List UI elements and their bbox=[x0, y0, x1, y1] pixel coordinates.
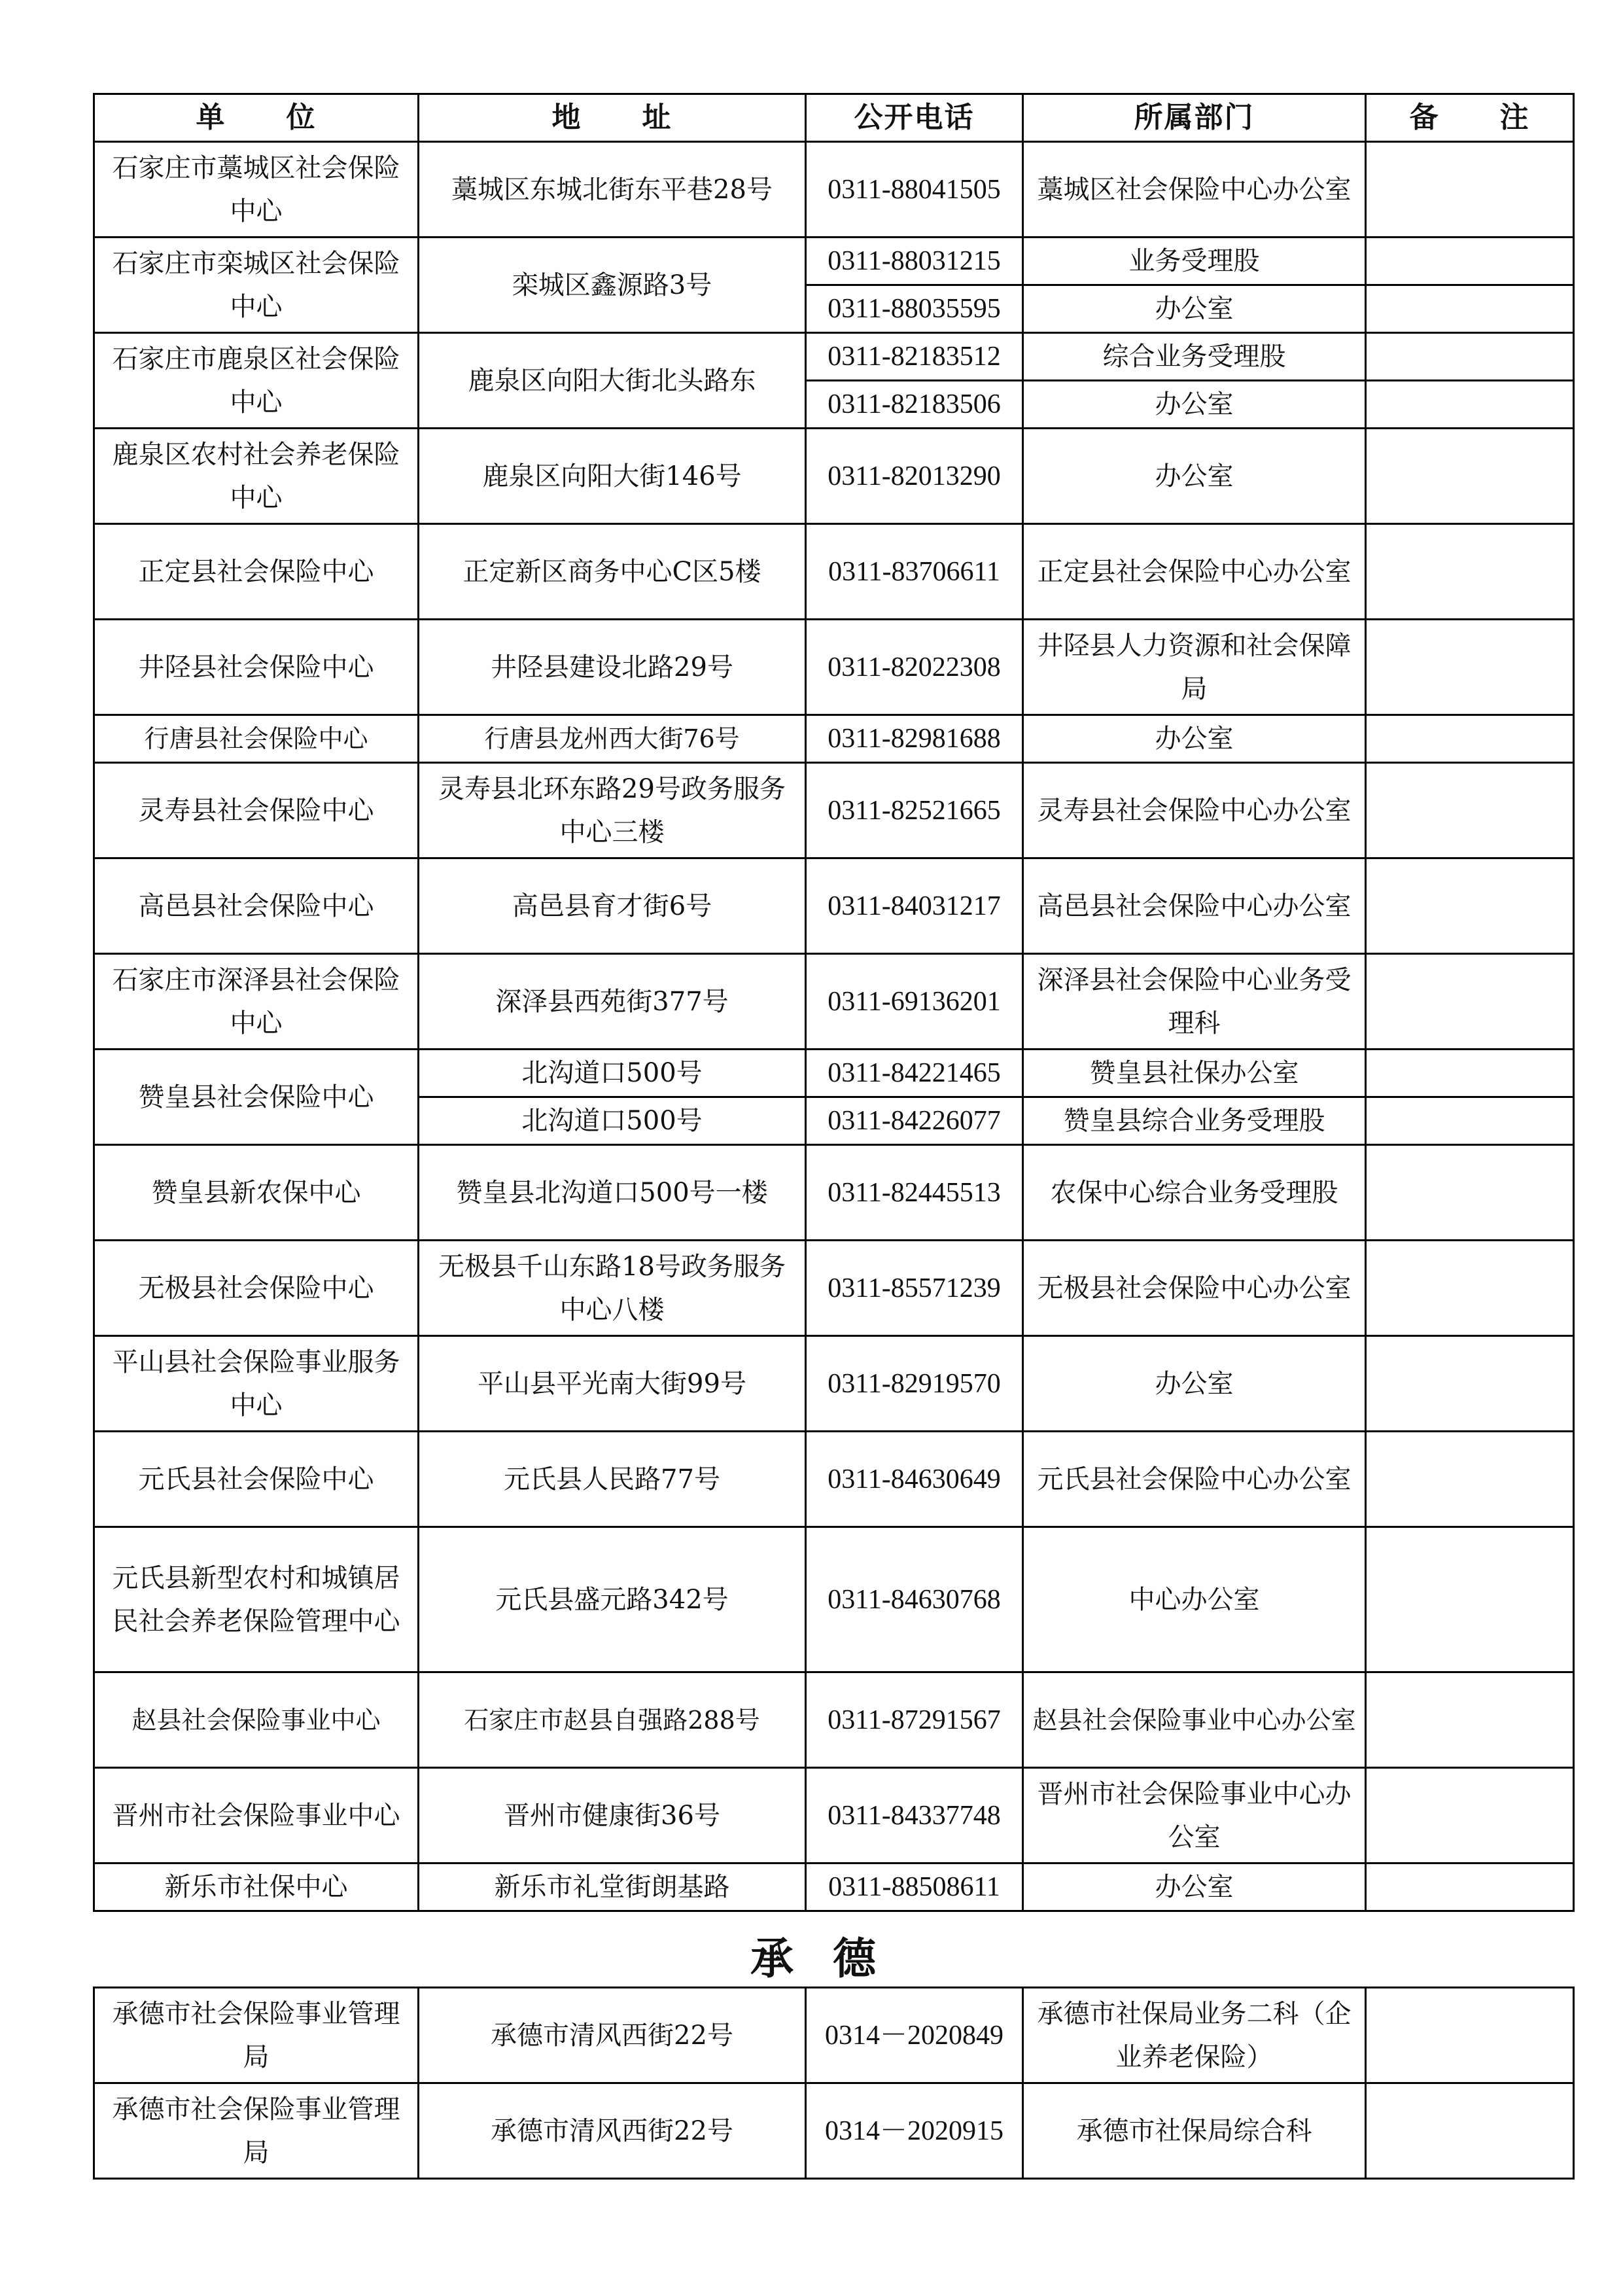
table-row bbox=[94, 429, 1574, 524]
header-note: 备 注 bbox=[1366, 94, 1574, 142]
address-cell: 元氏县人民路77号 bbox=[419, 1432, 806, 1527]
chengde-table bbox=[93, 1987, 1575, 2180]
note-cell bbox=[1366, 1988, 1574, 2083]
note-cell bbox=[1366, 858, 1574, 954]
table-row bbox=[94, 858, 1574, 954]
unit-cell: 赞皇县社会保险中心 bbox=[94, 1050, 419, 1145]
table-row bbox=[94, 715, 1574, 763]
header-dept: 所属部门 bbox=[1023, 94, 1366, 142]
phone-cell: 0311-84031217 bbox=[806, 858, 1023, 954]
address-cell: 井陉县建设北路29号 bbox=[419, 620, 806, 715]
address-cell: 栾城区鑫源路3号 bbox=[419, 238, 806, 333]
phone-cell: 0311-88041505 bbox=[806, 142, 1023, 238]
note-cell bbox=[1366, 2083, 1574, 2179]
dept-cell: 承德市社保局综合科 bbox=[1023, 2083, 1366, 2179]
table-row bbox=[94, 1863, 1574, 1911]
dept-cell: 高邑县社会保险中心办公室 bbox=[1023, 858, 1366, 954]
note-cell bbox=[1366, 1050, 1574, 1097]
unit-cell: 石家庄市深泽县社会保险中心 bbox=[94, 954, 419, 1050]
phone-cell: 0311-83706611 bbox=[806, 524, 1023, 620]
dept-cell: 办公室 bbox=[1023, 1863, 1366, 1911]
dept-cell: 办公室 bbox=[1023, 381, 1366, 429]
phone-cell: 0314－2020849 bbox=[806, 1988, 1023, 2083]
dept-cell: 综合业务受理股 bbox=[1023, 333, 1366, 381]
table-row bbox=[94, 333, 1574, 381]
unit-cell: 行唐县社会保险中心 bbox=[94, 715, 419, 763]
table-row bbox=[94, 1336, 1574, 1432]
address-cell: 元氏县盛元路342号 bbox=[419, 1527, 806, 1672]
table-row bbox=[94, 620, 1574, 715]
table-row bbox=[94, 2083, 1574, 2179]
table-row bbox=[94, 1527, 1574, 1672]
table-row bbox=[94, 524, 1574, 620]
address-cell: 石家庄市赵县自强路288号 bbox=[419, 1672, 806, 1768]
dept-cell: 深泽县社会保险中心业务受理科 bbox=[1023, 954, 1366, 1050]
unit-cell: 无极县社会保险中心 bbox=[94, 1241, 419, 1336]
note-cell bbox=[1366, 285, 1574, 333]
phone-cell: 0311-82981688 bbox=[806, 715, 1023, 763]
phone-cell: 0311-82013290 bbox=[806, 429, 1023, 524]
table-row bbox=[94, 1988, 1574, 2083]
dept-cell: 办公室 bbox=[1023, 715, 1366, 763]
phone-cell: 0311-84630649 bbox=[806, 1432, 1023, 1527]
note-cell bbox=[1366, 524, 1574, 620]
address-cell: 无极县千山东路18号政务服务中心八楼 bbox=[419, 1241, 806, 1336]
dept-cell: 元氏县社会保险中心办公室 bbox=[1023, 1432, 1366, 1527]
dept-cell: 无极县社会保险中心办公室 bbox=[1023, 1241, 1366, 1336]
phone-cell: 0311-82183506 bbox=[806, 381, 1023, 429]
table-row bbox=[94, 1050, 1574, 1097]
dept-cell: 赵县社会保险事业中心办公室 bbox=[1023, 1672, 1366, 1768]
unit-cell: 赞皇县新农保中心 bbox=[94, 1145, 419, 1241]
dept-cell: 中心办公室 bbox=[1023, 1527, 1366, 1672]
address-cell: 高邑县育才街6号 bbox=[419, 858, 806, 954]
unit-cell: 元氏县社会保险中心 bbox=[94, 1432, 419, 1527]
phone-cell: 0311-84337748 bbox=[806, 1768, 1023, 1863]
address-cell: 赞皇县北沟道口500号一楼 bbox=[419, 1145, 806, 1241]
note-cell bbox=[1366, 1145, 1574, 1241]
address-cell: 藁城区东城北街东平巷28号 bbox=[419, 142, 806, 238]
dept-cell: 井陉县人力资源和社会保障局 bbox=[1023, 620, 1366, 715]
phone-cell: 0311-82022308 bbox=[806, 620, 1023, 715]
note-cell bbox=[1366, 620, 1574, 715]
note-cell bbox=[1366, 142, 1574, 238]
dept-cell: 藁城区社会保险中心办公室 bbox=[1023, 142, 1366, 238]
header-unit: 单 位 bbox=[94, 94, 419, 142]
note-cell bbox=[1366, 954, 1574, 1050]
phone-cell: 0314－2020915 bbox=[806, 2083, 1023, 2179]
note-cell bbox=[1366, 763, 1574, 858]
note-cell bbox=[1366, 1432, 1574, 1527]
unit-cell: 鹿泉区农村社会养老保险中心 bbox=[94, 429, 419, 524]
unit-cell: 新乐市社保中心 bbox=[94, 1863, 419, 1911]
note-cell bbox=[1366, 1768, 1574, 1863]
note-cell bbox=[1366, 715, 1574, 763]
dept-cell: 承德市社保局业务二科（企业养老保险） bbox=[1023, 1988, 1366, 2083]
unit-cell: 高邑县社会保险中心 bbox=[94, 858, 419, 954]
phone-cell: 0311-82445513 bbox=[806, 1145, 1023, 1241]
note-cell bbox=[1366, 1241, 1574, 1336]
unit-cell: 石家庄市藁城区社会保险中心 bbox=[94, 142, 419, 238]
table-row bbox=[94, 1768, 1574, 1863]
phone-cell: 0311-84221465 bbox=[806, 1050, 1023, 1097]
unit-cell: 石家庄市栾城区社会保险中心 bbox=[94, 238, 419, 333]
phone-cell: 0311-87291567 bbox=[806, 1672, 1023, 1768]
note-cell bbox=[1366, 1097, 1574, 1145]
address-cell: 平山县平光南大街99号 bbox=[419, 1336, 806, 1432]
address-cell: 承德市清风西街22号 bbox=[419, 2083, 806, 2179]
phone-cell: 0311-82183512 bbox=[806, 333, 1023, 381]
dept-cell: 办公室 bbox=[1023, 429, 1366, 524]
dept-cell: 办公室 bbox=[1023, 285, 1366, 333]
unit-cell: 元氏县新型农村和城镇居民社会养老保险管理中心 bbox=[94, 1527, 419, 1672]
unit-cell: 赵县社会保险事业中心 bbox=[94, 1672, 419, 1768]
phone-cell: 0311-84226077 bbox=[806, 1097, 1023, 1145]
dept-cell: 农保中心综合业务受理股 bbox=[1023, 1145, 1366, 1241]
unit-cell: 井陉县社会保险中心 bbox=[94, 620, 419, 715]
phone-cell: 0311-85571239 bbox=[806, 1241, 1023, 1336]
phone-cell: 0311-88035595 bbox=[806, 285, 1023, 333]
table-row bbox=[94, 954, 1574, 1050]
phone-cell: 0311-82521665 bbox=[806, 763, 1023, 858]
note-cell bbox=[1366, 238, 1574, 285]
note-cell bbox=[1366, 333, 1574, 381]
address-cell: 晋州市健康街36号 bbox=[419, 1768, 806, 1863]
unit-cell: 正定县社会保险中心 bbox=[94, 524, 419, 620]
note-cell bbox=[1366, 1336, 1574, 1432]
note-cell bbox=[1366, 381, 1574, 429]
address-cell: 鹿泉区向阳大街北头路东 bbox=[419, 333, 806, 429]
unit-cell: 承德市社会保险事业管理局 bbox=[94, 1988, 419, 2083]
table-row bbox=[94, 142, 1574, 238]
header-address: 地 址 bbox=[419, 94, 806, 142]
address-cell: 正定新区商务中心C区5楼 bbox=[419, 524, 806, 620]
note-cell bbox=[1366, 429, 1574, 524]
table-row bbox=[94, 238, 1574, 285]
address-cell: 灵寿县北环东路29号政务服务中心三楼 bbox=[419, 763, 806, 858]
dept-cell: 灵寿县社会保险中心办公室 bbox=[1023, 763, 1366, 858]
dept-cell: 赞皇县社保办公室 bbox=[1023, 1050, 1366, 1097]
dept-cell: 赞皇县综合业务受理股 bbox=[1023, 1097, 1366, 1145]
address-cell: 承德市清风西街22号 bbox=[419, 1988, 806, 2083]
dept-cell: 晋州市社会保险事业中心办公室 bbox=[1023, 1768, 1366, 1863]
dept-cell: 正定县社会保险中心办公室 bbox=[1023, 524, 1366, 620]
table-row bbox=[94, 1145, 1574, 1241]
phone-cell: 0311-88031215 bbox=[806, 238, 1023, 285]
contact-table bbox=[93, 93, 1575, 1912]
unit-cell: 灵寿县社会保险中心 bbox=[94, 763, 419, 858]
section-title-chengde: 承德 bbox=[750, 1934, 915, 1984]
table-row bbox=[94, 1241, 1574, 1336]
phone-cell: 0311-69136201 bbox=[806, 954, 1023, 1050]
address-cell: 鹿泉区向阳大街146号 bbox=[419, 429, 806, 524]
note-cell bbox=[1366, 1863, 1574, 1911]
address-cell: 新乐市礼堂街朗基路 bbox=[419, 1863, 806, 1911]
table-row bbox=[94, 763, 1574, 858]
note-cell bbox=[1366, 1672, 1574, 1768]
dept-cell: 办公室 bbox=[1023, 1336, 1366, 1432]
table-header-row bbox=[94, 94, 1574, 142]
address-cell: 行唐县龙州西大街76号 bbox=[419, 715, 806, 763]
dept-cell: 业务受理股 bbox=[1023, 238, 1366, 285]
unit-cell: 晋州市社会保险事业中心 bbox=[94, 1768, 419, 1863]
phone-cell: 0311-84630768 bbox=[806, 1527, 1023, 1672]
address-cell: 北沟道口500号 bbox=[419, 1050, 806, 1097]
unit-cell: 承德市社会保险事业管理局 bbox=[94, 2083, 419, 2179]
unit-cell: 石家庄市鹿泉区社会保险中心 bbox=[94, 333, 419, 429]
phone-cell: 0311-82919570 bbox=[806, 1336, 1023, 1432]
address-cell: 北沟道口500号 bbox=[419, 1097, 806, 1145]
address-cell: 深泽县西苑街377号 bbox=[419, 954, 806, 1050]
table-row bbox=[94, 1432, 1574, 1527]
table-row bbox=[94, 1672, 1574, 1768]
note-cell bbox=[1366, 1527, 1574, 1672]
phone-cell: 0311-88508611 bbox=[806, 1863, 1023, 1911]
header-phone: 公开电话 bbox=[806, 94, 1023, 142]
unit-cell: 平山县社会保险事业服务中心 bbox=[94, 1336, 419, 1432]
